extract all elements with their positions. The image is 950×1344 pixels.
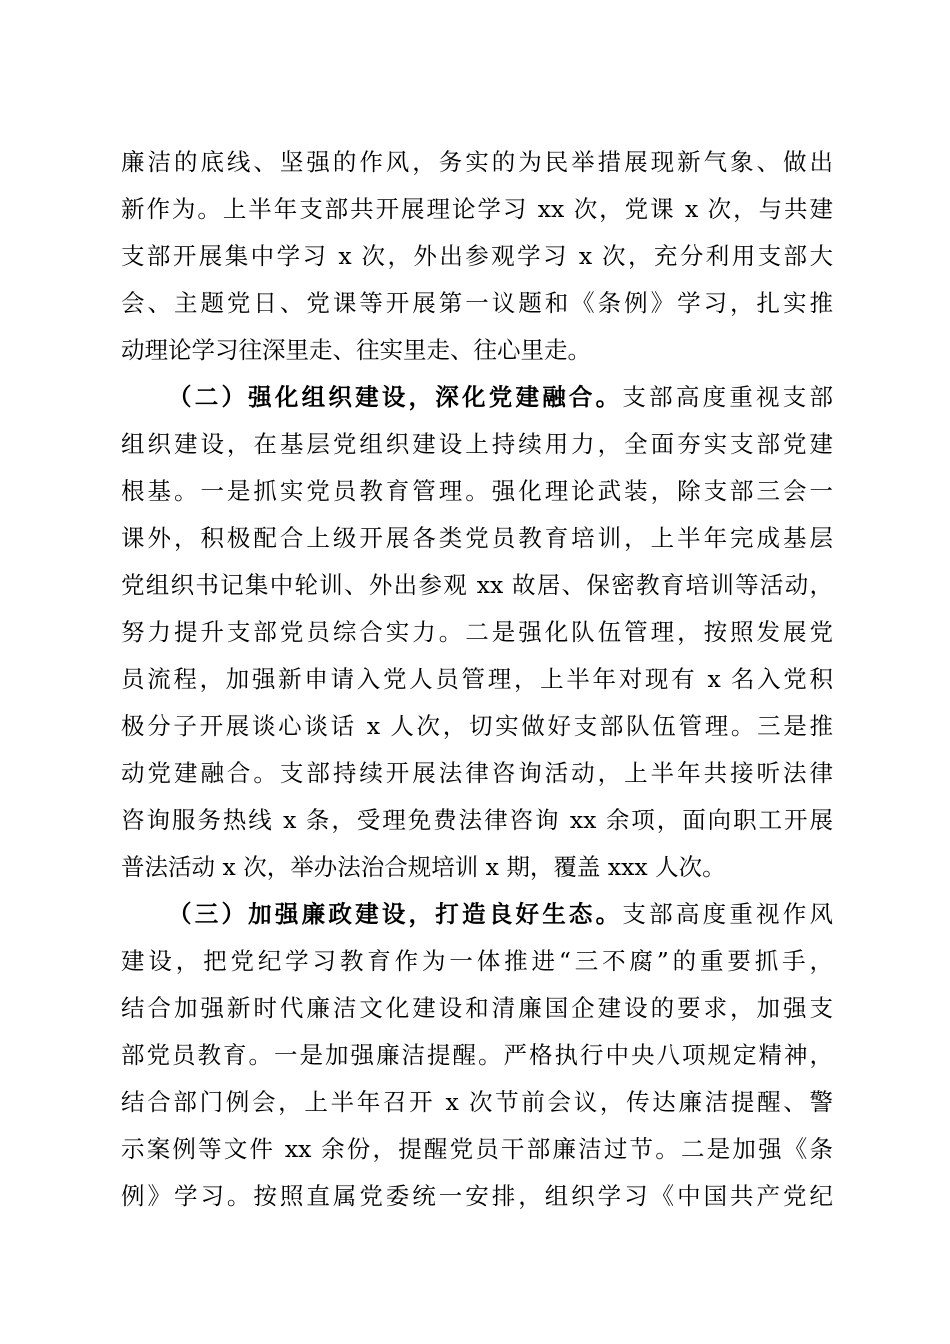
body-line: 普法活动 x 次，举办法治合规培训 x 期，覆盖 xxx 人次。 [121, 853, 726, 881]
body-line: 课外，积极配合上级开展各类党员教育培训，上半年完成基层 [121, 524, 833, 552]
body-line: 根基。一是抓实党员教育管理。强化理论武装，除支部三会一 [121, 477, 833, 505]
body-line: 建设，把党纪学习教育作为一体推进“三不腐”的重要抓手， [121, 947, 833, 975]
body-line: 动理论学习往深里走、往实里走、往心里走。 [121, 336, 591, 364]
body-line: 极分子开展谈心谈话 x 人次，切实做好支部队伍管理。三是推 [121, 712, 833, 740]
section-3-lead-text: 支部高度重视作风 [622, 900, 834, 928]
body-line: 结合部门例会，上半年召开 x 次节前会议，传达廉洁提醒、警 [121, 1088, 833, 1116]
body-line: 示案例等文件 xx 余份，提醒党员干部廉洁过节。二是加强《条 [121, 1135, 833, 1163]
body-line: 努力提升支部党员综合实力。二是强化队伍管理，按照发展党 [121, 618, 833, 646]
body-line: 咨询服务热线 x 条，受理免费法律咨询 xx 余项，面向职工开展 [121, 806, 833, 834]
body-line: 员流程，加强新申请入党人员管理，上半年对现有 x 名入党积 [121, 665, 833, 693]
body-line: 结合加强新时代廉洁文化建设和清廉国企建设的要求，加强支 [121, 994, 833, 1022]
section-2-heading: （二）强化组织建设，深化党建融合。 [168, 383, 623, 411]
body-line: 会、主题党日、党课等开展第一议题和《条例》学习，扎实推 [121, 289, 833, 317]
body-line: 例》学习。按照直属党委统一安排，组织学习《中国共产党纪 [121, 1182, 833, 1210]
section-3-heading: （三）加强廉政建设，打造良好生态。 [168, 900, 623, 928]
body-line: 支部开展集中学习 x 次，外出参观学习 x 次，充分利用支部大 [121, 242, 833, 270]
section-3-first-line [168, 894, 833, 934]
body-line: 廉洁的底线、坚强的作风，务实的为民举措展现新气象、做出 [121, 148, 833, 176]
body-line: 部党员教育。一是加强廉洁提醒。严格执行中央八项规定精神， [121, 1041, 833, 1069]
body-line: 组织建设，在基层党组织建设上持续用力，全面夯实支部党建 [121, 430, 833, 458]
section-2-first-line [168, 377, 833, 417]
section-2-lead-text: 支部高度重视支部 [622, 383, 834, 411]
body-line: 党组织书记集中轮训、外出参观 xx 故居、保密教育培训等活动， [121, 571, 833, 599]
body-line: 新作为。上半年支部共开展理论学习 xx 次，党课 x 次，与共建 [121, 195, 833, 223]
body-line: 动党建融合。支部持续开展法律咨询活动，上半年共接听法律 [121, 759, 833, 787]
